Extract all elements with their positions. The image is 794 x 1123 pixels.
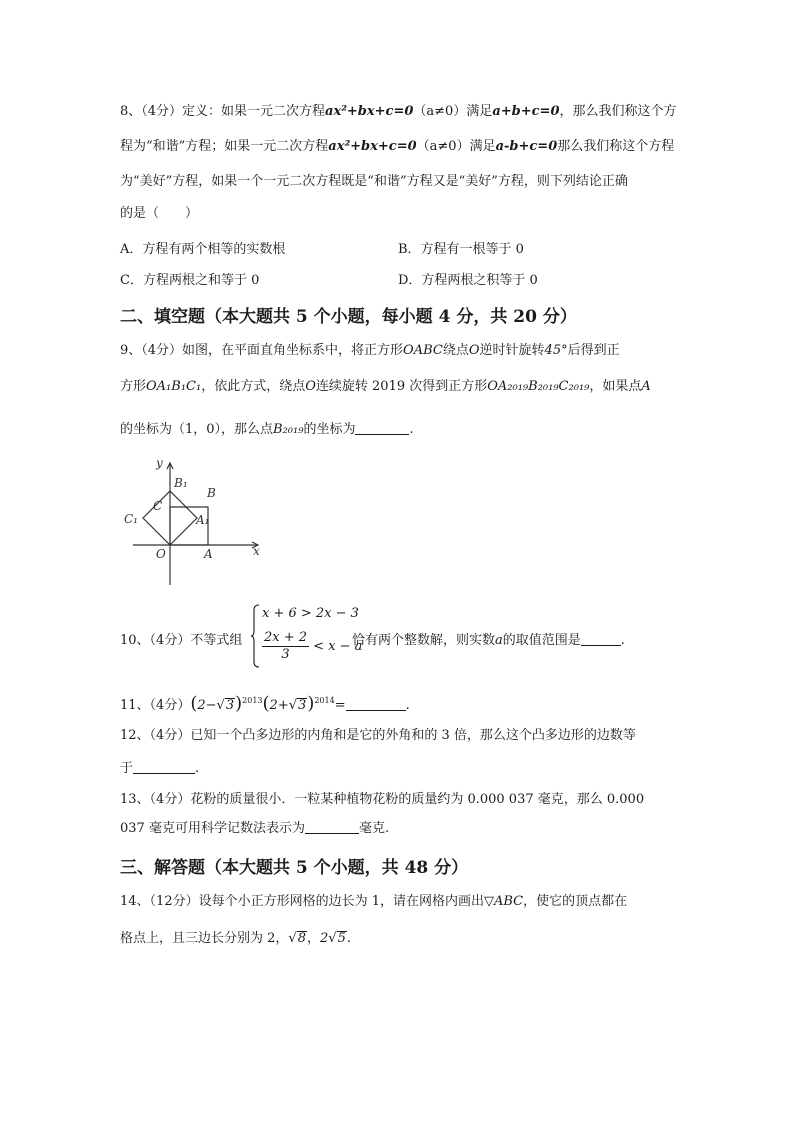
text: 那么我们称这个方程 bbox=[557, 139, 675, 154]
text: 10、（4分）不等式组 bbox=[120, 633, 243, 648]
q12-line1: 12、（4分）已知一个凸多边形的内角和是它的外角和的 3 倍，那么这个凸多边形的边数等 bbox=[120, 728, 636, 743]
math: B₂₀₁₉ bbox=[273, 422, 304, 437]
text: ，使它的顶点都在 bbox=[523, 894, 628, 909]
option-a: A．方程有两个相等的实数根 bbox=[120, 242, 286, 257]
q9-line2 bbox=[120, 378, 651, 396]
text: ， bbox=[306, 931, 320, 946]
paren-close: ) bbox=[235, 693, 243, 714]
text: 满足 bbox=[469, 139, 496, 154]
text: 格点上，且三边长分别为 2， bbox=[120, 931, 289, 946]
text: 的坐标为（1，0），那么点 bbox=[120, 422, 274, 437]
text: 后得到正 bbox=[567, 343, 620, 358]
text: ，依此方式，绕点 bbox=[201, 379, 306, 394]
math: 45° bbox=[544, 343, 568, 358]
q14-line2: 格点上，且三边长分别为 2，√8，2√5. bbox=[120, 931, 351, 946]
text: 037 毫克可用科学记数法表示为 bbox=[120, 821, 305, 836]
equation: a-b+c=0 bbox=[495, 139, 558, 154]
answer-blank[interactable] bbox=[346, 697, 406, 711]
math: OA₁B₁C₁ bbox=[146, 379, 202, 394]
option-c: C．方程两根之和等于 0 bbox=[120, 273, 260, 288]
condition: （a≠0） bbox=[416, 139, 470, 154]
math: + bbox=[277, 698, 289, 713]
q9-line1 bbox=[120, 342, 620, 360]
text: 9、（4分）如图，在平面直角坐标系中，将正方形 bbox=[120, 343, 404, 358]
label-b1: B₁ bbox=[174, 476, 188, 490]
text: 11、（4分） bbox=[120, 698, 191, 713]
label-a1: A₁ bbox=[196, 513, 210, 527]
label-c: C bbox=[153, 499, 163, 513]
label-x: x bbox=[253, 544, 260, 558]
system-brace bbox=[250, 604, 260, 668]
paren-open: ( bbox=[262, 693, 270, 714]
math: O bbox=[468, 343, 480, 358]
section-2-title: 二、填空题（本大题共 5 个小题，每小题 4 分，共 20 分） bbox=[120, 307, 577, 327]
text: ，如果点 bbox=[589, 379, 642, 394]
q8-line1 bbox=[120, 103, 677, 121]
label-b: B bbox=[207, 486, 216, 500]
text: . bbox=[405, 698, 410, 713]
sqrt-radicand: 3 bbox=[225, 698, 235, 713]
answer-blank[interactable] bbox=[581, 632, 621, 646]
denominator: 3 bbox=[281, 647, 290, 662]
math: OABC bbox=[403, 343, 443, 358]
inequality-2 bbox=[262, 630, 362, 663]
answer-blank[interactable] bbox=[355, 421, 409, 435]
label-y: y bbox=[156, 456, 163, 470]
text: = bbox=[334, 698, 346, 713]
text: ，那么我们称这个方 bbox=[559, 104, 677, 119]
text: 的取值范围是 bbox=[502, 633, 581, 648]
math: ▽ABC bbox=[484, 894, 524, 909]
coordinate-figure bbox=[118, 455, 268, 590]
q13-line1: 13、（4分）花粉的质量很小．一粒某种植物花粉的质量约为 0.000 037 毫克，那么 0.000 bbox=[120, 792, 645, 807]
text: 满足 bbox=[466, 104, 493, 119]
text: . bbox=[346, 931, 351, 946]
math: A bbox=[641, 379, 651, 394]
text: . bbox=[195, 761, 200, 776]
q10-tail bbox=[352, 629, 625, 648]
label-c1: C₁ bbox=[124, 512, 138, 526]
option-b: B．方程有一根等于 0 bbox=[398, 242, 524, 257]
q13-line2 bbox=[120, 820, 389, 838]
text: 14、（12分）设每个小正方形网格的边长为 1，请在网格内画出 bbox=[120, 894, 484, 909]
equation: a+b+c=0 bbox=[492, 104, 560, 119]
math: 2 bbox=[320, 931, 329, 946]
paren-open: ( bbox=[190, 693, 198, 714]
text: 8、（4分）定义：如果一元二次方程 bbox=[120, 104, 326, 119]
fraction bbox=[262, 630, 309, 663]
math: − bbox=[205, 698, 217, 713]
q14-line1 bbox=[120, 893, 627, 911]
math: a bbox=[495, 633, 503, 648]
section-3-title: 三、解答题（本大题共 5 个小题，共 48 分） bbox=[120, 858, 469, 878]
q9-line3 bbox=[120, 421, 414, 439]
label-a: A bbox=[204, 547, 213, 561]
q11: 11、（4分）$(2-√3)^{2013}(2+√3)^{2014}=$ . bbox=[120, 693, 410, 714]
text: 于 bbox=[120, 761, 134, 776]
q8-line2 bbox=[120, 138, 674, 156]
option-d: D．方程两根之积等于 0 bbox=[398, 273, 538, 288]
math: O bbox=[305, 379, 316, 394]
label-o: O bbox=[156, 547, 166, 561]
q12-line2 bbox=[120, 760, 199, 778]
equation: ax²+bx+c=0 bbox=[328, 139, 417, 154]
answer-blank[interactable] bbox=[133, 760, 195, 774]
answer-blank[interactable] bbox=[305, 820, 359, 834]
paren-close: ) bbox=[307, 693, 315, 714]
text: . bbox=[409, 422, 414, 437]
sqrt-radicand: 8 bbox=[297, 931, 306, 946]
equation: ax²+bx+c=0 bbox=[325, 104, 414, 119]
q8-line3: 为“美好”方程，如果一个一元二次方程既是“和谐”方程又是“美好”方程，则下列结论正确 bbox=[120, 174, 628, 189]
q8-line4: 的是（ ） bbox=[120, 206, 199, 221]
text: 绕点 bbox=[442, 343, 469, 358]
condition: （a≠0） bbox=[413, 104, 467, 119]
sqrt-radicand: 5 bbox=[337, 931, 346, 946]
text: 毫克. bbox=[358, 821, 390, 836]
math: 2 bbox=[269, 698, 278, 713]
sqrt-radicand: 3 bbox=[298, 698, 307, 713]
inequality-1: x + 6 > 2x − 3 bbox=[262, 606, 359, 621]
text: 连续旋转 2019 次得到正方形 bbox=[315, 379, 488, 394]
text: 方形 bbox=[120, 379, 147, 394]
exponent: 2013 bbox=[242, 696, 263, 705]
math: 2 bbox=[197, 698, 206, 713]
text: 的坐标为 bbox=[303, 422, 356, 437]
text: 恰有两个整数解，则实数 bbox=[352, 633, 496, 648]
math: OA₂₀₁₉B₂₀₁₉C₂₀₁₉ bbox=[487, 379, 590, 394]
numerator: 2x + 2 bbox=[264, 630, 308, 645]
text: 程为“和谐”方程；如果一元二次方程 bbox=[120, 139, 329, 154]
text: < x − a bbox=[313, 639, 363, 654]
text: . bbox=[620, 633, 625, 648]
exponent: 2014 bbox=[314, 696, 335, 705]
text: 逆时针旋转 bbox=[479, 343, 545, 358]
